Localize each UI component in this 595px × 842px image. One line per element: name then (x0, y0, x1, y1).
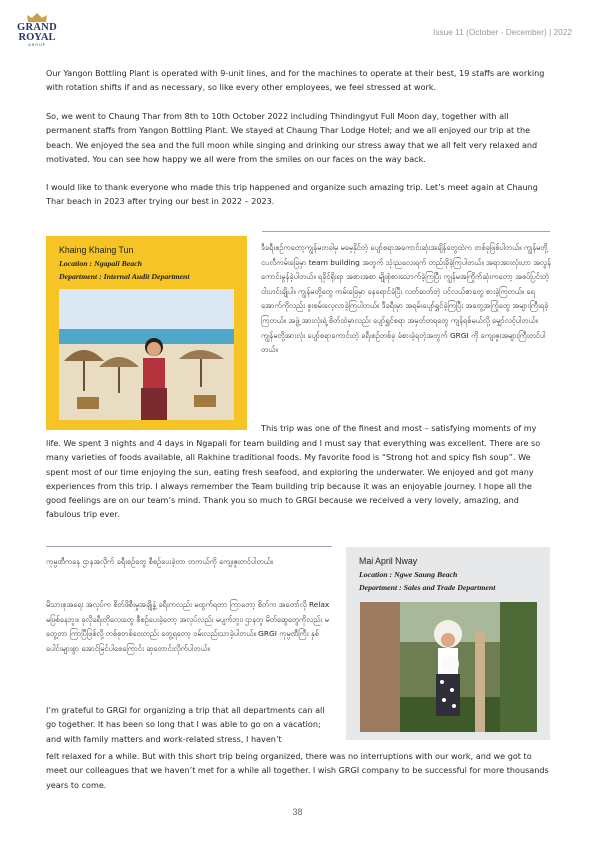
burmese-text-gratitude: ကုမ္ပဏီကနေ ဌာနအလိုက် ခရီးစဉ်တွေ စီစဉ်ပေးခဲ့တာ တကယ်ကို ကျေးဇူးတင်ပါတယ်။ (46, 557, 274, 566)
logo-word-group: GROUP (28, 43, 46, 47)
logo-word-royal: ROYAL (18, 32, 56, 43)
page-number: 38 (292, 807, 303, 817)
paragraph-ngapali-intro: This trip was one of the finest and most – satisfying moments of my (261, 423, 537, 433)
paragraph-ngapali-trip: life. We spent 3 nights and 4 days in Ngapali for team building and I must say that everything was excellent. There are so many varieties of foods available, all Rakhine traditional foods. My favorite food is “Strong hot and spicy fish soup”. We spent most of our time enjoying the sun, eating fresh seafood, and exploring the underwater. We enjoyed and got many experiences from this trip. I always remember the Team building trip because it was an enjoyable journey. I hope all the good feelings are on our team’s mind. Thank you so much to GRGI because we received a very lovely, amazing, and fabulous trip ever. (46, 438, 541, 520)
paragraph-chaung-thar-trip: So, we went to Chaung Thar from 8th to 10th October 2022 including Thindingyut Full Moon day, together with all permanent staffs from Yangon Bottling Plant. We stayed at Chaung Thar Lodge Hotel; and we all enjoyed our trip at the beach. We enjoyed the sea and the full moon while singing and drinking our stress away that we all felt very relaxed and motivated. You can see how happy we all were from the smiles on our faces on the way back. (46, 111, 538, 164)
profile-department: Department : Internal Audit Department (59, 272, 190, 281)
beach-photo (59, 289, 234, 420)
paragraph-grgi-gratitude: I’m grateful to GRGI for organizing a trip that all departments can all go together. It has been so long that I was able to go on a vacation; and with family matters and work-related stress, I haven’t (46, 705, 325, 744)
beach-photo-illustration (59, 289, 234, 420)
section-divider (262, 231, 550, 232)
garden-photo (360, 602, 537, 732)
logo-word-grand: GRAND (17, 22, 57, 33)
paragraph-thanks: I would like to thank everyone who made this trip happened and organize such amazing trip. Let’s meet again at Chaung Thar beach in 2023 after trying our best in 2022 – 2023. (46, 182, 538, 207)
profile-card-mai-april-nway (346, 547, 550, 740)
profile-department: Department : Sales and Trade Department (359, 583, 496, 592)
issue-label: Issue 11 (October - December) | 2022 (433, 27, 572, 37)
burmese-text-ngapali: ဒီခရီးစဉ်ကတော့ကျွန်မတခါမှ မမေ့နိုင်တဲ့ ပျော်စရာအကောင်းဆုံးအချိန်တွေထဲက တစ်ခုဖြစ်ပါတယ်။ ကျွန်မတို့ ငပလီကမ်းခြေမှာ team building အတွက် သုံးညလေးရက် တည်းခိုခဲ့ကြပါတယ်။ အရာအားလုံးဟာ အလွန်ကောင်းမွန်ခဲ့ပါတယ်။ ရခိုင်ရိုးရာ အစားအစာ မျိုးစုံစားသောက်ခဲ့ကြပြီး ကျွန်မအကြိုက်ဆုံးကတော့ အစပ်ပြင်းတဲ့ ငါးဟင်းချိုပါ။ ကျွန်မတို့တွေ ကမ်းခြေမှာ နေရောင်ခံပြီး လတ်ဆတ်တဲ့ ပင်လယ်စာတွေ စားခဲ့ကြတယ်။ ရေအောက်ကိုလည်း စူးစမ်းလေ့လာခဲ့ကြပါတယ်။ ဒီခရီးမှာ အရမ်းပျော်ရွှင်ခဲ့ကြပြီး အတွေ့အကြုံတွေ အများကြီးရခဲ့ကြတယ်။ အဖွဲ့ အားလုံးရဲ့ စိတ်ထဲမှာလည်း ပျော်ရွှင်စရာ အမှတ်တရတွေ ကျန်ရစ်မယ်လို့ မျှော်လင့်ပါတယ်။ ကျွန်မတို့အားလုံး ပျော်စရာကောင်းတဲ့ ခရီးစဉ်တစ်ခု ခံစားခဲ့ရတဲ့အတွက် GRGI ကို ကျေးဇူးအများကြီးတင်ပါတယ်။ (261, 243, 551, 355)
section-divider (46, 546, 332, 547)
profile-location: Location : Ngwe Saung Beach (359, 570, 458, 579)
grand-royal-logo (14, 13, 60, 47)
profile-name: Khaing Khaing Tun (59, 245, 134, 255)
profile-card-khaing-khaing-tun (46, 236, 247, 430)
profile-name: Mai April Nway (359, 556, 418, 566)
profile-location: Location : Ngapali Beach (59, 259, 142, 268)
garden-photo-illustration (360, 602, 537, 732)
paragraph-bottling-plant: Our Yangon Bottling Plant is operated with 9-unit lines, and for the machines to operate at their best, 19 staffs are working with rotation shifts if and as necessary, so like every other employees, we feel stressed at work. (46, 68, 545, 93)
paragraph-relaxed: felt relaxed for a while. But with this short trip being organized, there was no interruptions with our work, and we got to meet our colleagues that we haven’t met for a while all together. I wish GRGI company to be successful for more thousands years to come. (46, 751, 549, 790)
burmese-text-ngwe-saung: မိသားစုအရေး အလုပ်က စိတ်ဖိစီးမှုအချို့နဲ့ ခရီးကလည်း မထွက်ရတာ ကြာတော့ စိတ်က အတော်လို Relax မဖြစ်နေဘူး။ ခုလိုခရီးတိုလေးတွေ စီစဉ်ပေးခဲ့တော့ အလုပ်လည်း မပျက်ဘူး၊ ဌာနတူ မိတ်ဆွေတွေကိုလည်း မတွေ့တာ ကြာပြီဖြစ်လို့ တစ်စုတစ်ဝေးတည်း တွေ့ရတော့ ဝမ်းလည်းသာခဲ့ပါတယ်။ GRGI ကုမ္ပဏီကြီး နှစ်ပေါင်းများစွာ အောင်မြင်ပါစေကြောင်း ဆုတောင်းလိုက်ပါတယ်။ (46, 600, 330, 653)
